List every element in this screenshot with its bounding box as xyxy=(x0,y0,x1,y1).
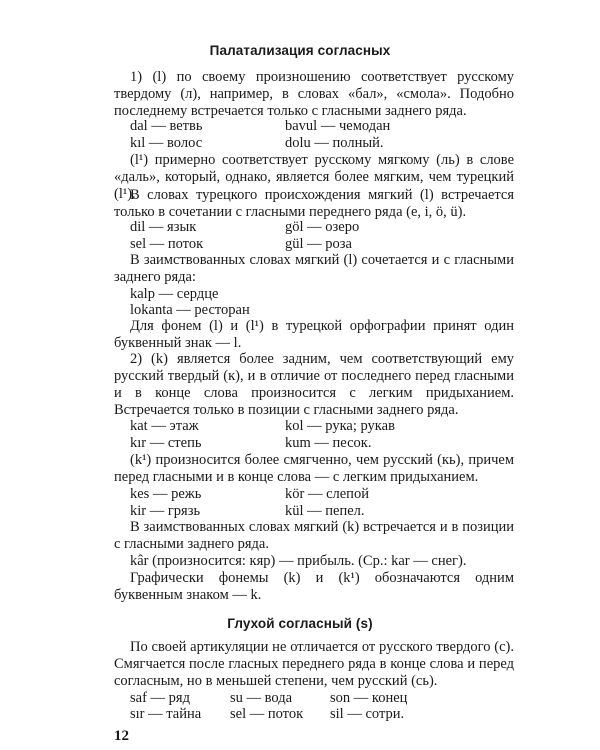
section-title-voiceless-s: Глухой согласный (s) xyxy=(227,616,373,631)
page-number: 12 xyxy=(114,728,129,744)
example-kor: kör — слепой xyxy=(285,486,369,502)
paragraph-k-borrowed: В заимствованных словах мягкий (k) встречается и в позиции с гласными заднего ряда. xyxy=(114,519,514,552)
example-sil: sil — сотри. xyxy=(330,706,405,722)
example-kar: kâr (произносится: кяр) — прибыль. (Ср.: kar — снег). xyxy=(130,553,467,569)
example-sir: sır — тайна xyxy=(130,706,202,722)
paragraph-l-orthography: Для фонем (l) и (l¹) в турецкой орфографии принят один буквенный знак — l. xyxy=(114,318,514,351)
example-kil: kıl — волос xyxy=(130,135,203,151)
example-kes: kes — режь xyxy=(130,486,202,502)
paragraph-k-hard: 2) (k) является более задним, чем соответствующий ему русский твердый (к), и в отличие от последнего перед гласными и в конце слова произносится с легким придыханием. Встречается только в позиции с гласными заднего ряда. xyxy=(114,351,514,418)
example-bavul: bavul — чемодан xyxy=(285,118,391,134)
example-kalp: kalp — сердце xyxy=(130,286,219,302)
paragraph-l-borrowed: В заимствованных словах мягкий (l) сочетается и с гласными заднего ряда: xyxy=(114,252,514,285)
example-kol: kol — рука; рукав xyxy=(285,418,395,434)
paragraph-l-soft: (l¹) примерно соответствует русскому мягкому (ль) в слове «даль», который, однако, является более мягким, чем турецкий (l¹). xyxy=(114,152,514,202)
example-lokanta: lokanta — ресторан xyxy=(130,302,250,318)
example-kir-dirt: kir — грязь xyxy=(130,503,201,519)
example-son: son — конец xyxy=(330,690,408,706)
example-sel-2: sel — поток xyxy=(230,706,304,722)
example-kum: kum — песок. xyxy=(285,435,372,451)
example-dil: dil — язык xyxy=(130,219,197,235)
paragraph-s: По своей артикуляции не отличается от русского твердого (с). Смягчается после гласных переднего ряда в конце слова и перед согласным, но в меньшей степени, чем русский (сь). xyxy=(114,639,514,689)
paragraph-k-soft: (k¹) произносится более смягченно, чем русский (кь), причем перед гласными и в конце слова — с легким придыханием. xyxy=(114,452,514,485)
example-sel: sel — поток xyxy=(130,236,204,252)
section-title-palatalization: Палатализация согласных xyxy=(209,43,391,58)
example-saf: saf — ряд xyxy=(130,690,190,706)
example-su: su — вода xyxy=(230,690,293,706)
paragraph-l-turkish-origin: В словах турецкого происхождения мягкий (l) встречается только в сочетании с гласными переднего ряда (e, i, ö, ü). xyxy=(114,187,514,220)
example-gul: gül — роза xyxy=(285,236,352,252)
example-gol: göl — озеро xyxy=(285,219,360,235)
example-kul: kül — пепел. xyxy=(285,503,365,519)
example-kat: kat — этаж xyxy=(130,418,199,434)
example-kir-step: kır — степь xyxy=(130,435,202,451)
example-dal: dal — ветвь xyxy=(130,118,203,134)
paragraph-k-orthography: Графически фонемы (k) и (k¹) обозначаются одним буквенным знаком — k. xyxy=(114,570,514,603)
example-dolu: dolu — полный. xyxy=(285,135,384,151)
paragraph-l-hard: 1) (l) по своему произношению соответствует русскому твердому (л), например, в словах «бал», «смола». Подобно последнему встречается только с гласными заднего ряда. xyxy=(114,69,514,119)
